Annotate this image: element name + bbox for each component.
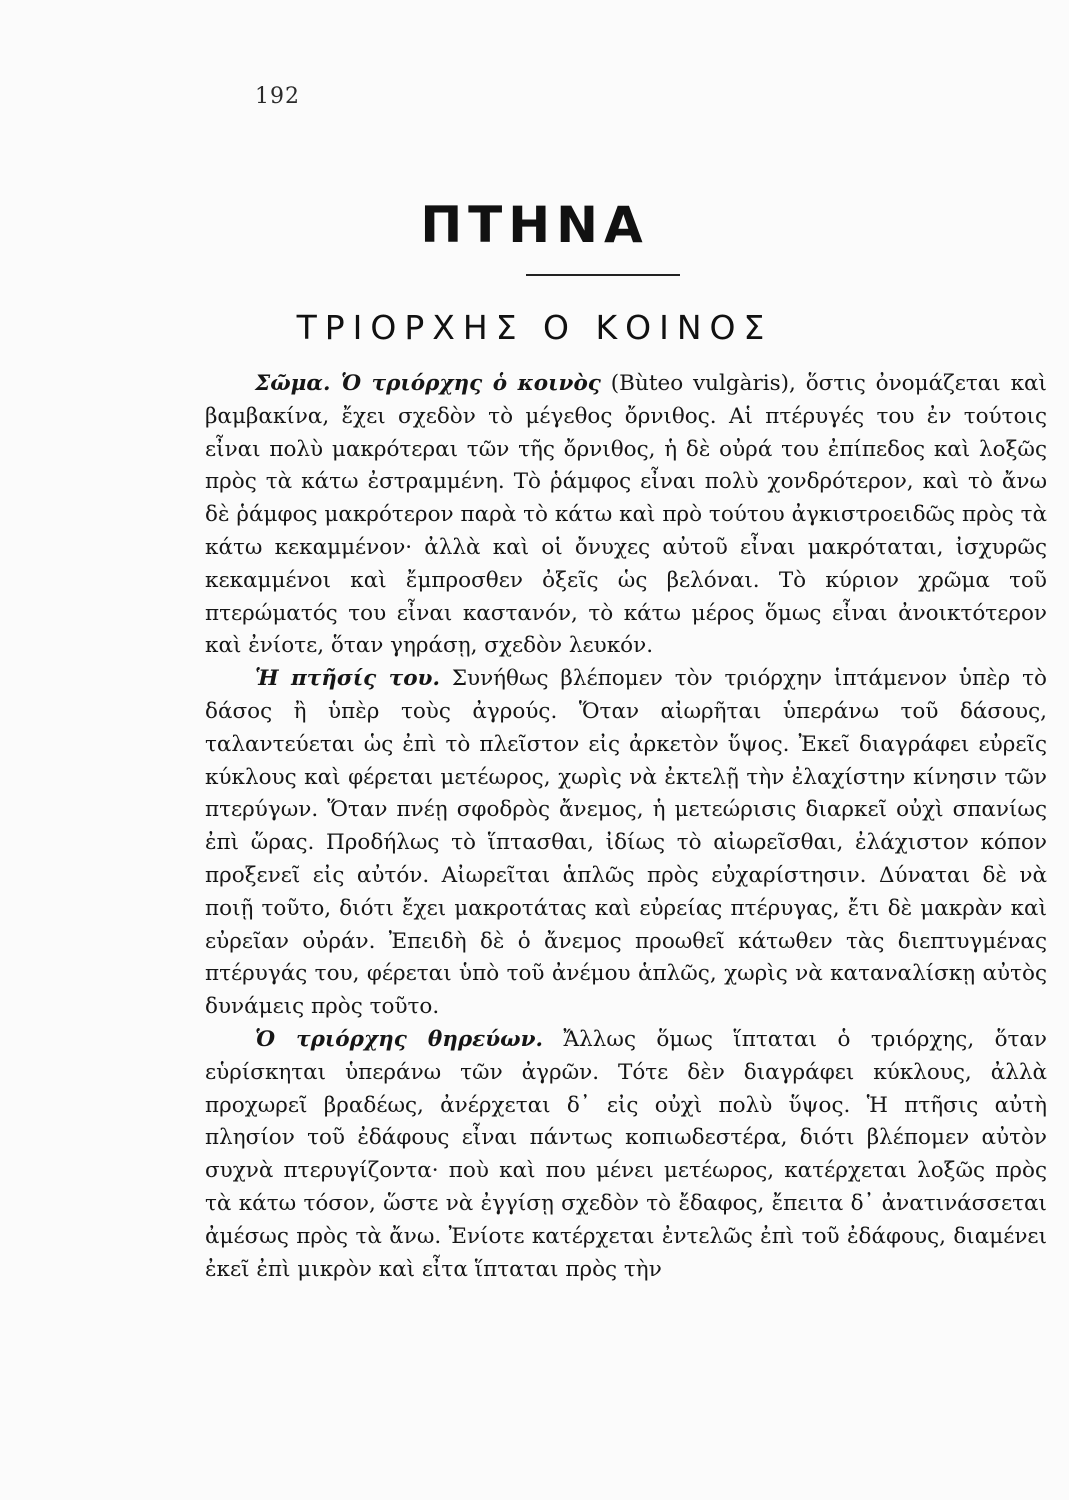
paragraph-body [205,368,1047,663]
section-title: ΠΤΗΝΑ [420,196,649,254]
paragraph-flight [205,663,1047,1024]
paragraph-lead: Σῶμα. Ὁ τριόρχης ὁ κοινὸς [255,371,601,396]
paragraph-text: Ἄλλως ὅμως ἵπταται ὁ τριόρχης, ὅταν εὑρίσκηται ὑπεράνω τῶν ἀγρῶν. Τότε δὲν διαγράφει κύκλους, ἀλλὰ προχωρεῖ βραδέως, ἀνέρχεται δ᾿ εἰς οὐχὶ πολὺ ὕψος. Ἡ πτῆσις αὐτὴ πλησίον τοῦ ἐδάφους εἶναι πάντως κοπιωδεστέρα, διότι βλέπομεν αὐτὸν συχνὰ πτερυγίζοντα· ποὺ καὶ που μένει μετέωρος, κατέρχεται λοξῶς πρὸς τὰ κάτω τόσον, ὥστε νὰ ἐγγίσῃ σχεδὸν τὸ ἔδαφος, ἔπειτα δ᾿ ἀνατινάσσεται ἀμέσως πρὸς τὰ ἄνω. Ἐνίοτε κατέρχεται ἐντελῶς ἐπὶ τοῦ ἐδάφους, διαμένει ἐκεῖ ἐπὶ μικρὸν καὶ εἶτα ἵπταται πρὸς τὴν [205,1026,1047,1282]
paragraph-hunting [205,1024,1047,1286]
article-heading: ΤΡΙΟΡΧΗΣ Ο ΚΟΙΝΟΣ [296,308,773,347]
paragraph-text: Συνήθως βλέπομεν τὸν τριόρχην ἱπτάμενον ὑπὲρ τὸ δάσος ἢ ὑπὲρ τοὺς ἀγρούς. Ὅταν αἰωρῆται ὑπεράνω τοῦ δάσους, ταλαντεύεται ὡς ἐπὶ τὸ πλεῖστον εἰς ἀρκετὸν ὕψος. Ἐκεῖ διαγράφει εὐρεῖς κύκλους καὶ φέρεται μετέωρος, χωρὶς νὰ ἐκτελῇ τὴν ἐλαχίστην κίνησιν τῶν πτερύγων. Ὅταν πνέῃ σφοδρὸς ἄνεμος, ἡ μετεώρισις διαρκεῖ οὐχὶ σπανίως ἐπὶ ὥρας. Προδήλως τὸ ἵπτασθαι, ἰδίως τὸ αἰωρεῖσθαι, ἐλάχιστον κόπον προξενεῖ εἰς αὐτόν. Αἰωρεῖται ἁπλῶς πρὸς εὐχαρίστησιν. Δύναται δὲ νὰ ποιῇ τοῦτο, διότι ἔχει μακροτάτας καὶ εὐρείας πτέρυγας, ἔτι δὲ μακρὰν καὶ εὐρεῖαν οὐράν. Ἐπειδὴ δὲ ὁ ἄνεμος προωθεῖ κάτωθεν τὰς διεπτυγμένας πτέρυγάς του, φέρεται ὑπὸ τοῦ ἀνέμου ἁπλῶς, χωρὶς νὰ καταναλίσκῃ αὐτὸς δυνάμεις πρὸς τοῦτο. [205,666,1047,1020]
title-divider [526,274,680,276]
paragraph-lead: Ἡ πτῆσίς του. [255,666,440,692]
page-number: 192 [255,84,300,109]
article-body [205,368,1047,1286]
paragraph-text: (Bùteo vulgàris), ὅστις ὀνομάζεται καὶ βαμβακίνα, ἔχει σχεδὸν τὸ μέγεθος ὄρνιθος. Αἱ πτέρυγές του ἐν τούτοις εἶναι πολὺ μακρότεραι τῶν τῆς ὄρνιθος, ἡ δὲ οὐρά του ἐπίπεδος καὶ λοξῶς πρὸς τὰ κάτω ἐστραμμένη. Τὸ ῥάμφος εἶναι πολὺ χονδρότερον, καὶ τὸ ἄνω δὲ ῥάμφος μακρότερον παρὰ τὸ κάτω καὶ πρὸ τούτου ἀγκιστροειδῶς πρὸς τὰ κάτω κεκαμμένον· ἀλλὰ καὶ οἱ ὄνυχες αὐτοῦ εἶναι μακρόταται, ἰσχυρῶς κεκαμμένοι καὶ ἔμπροσθεν ὀξεῖς ὡς βελόναι. Τὸ κύριον χρῶμα τοῦ πτερώματός του εἶναι καστανόν, τὸ κάτω μέρος ὅμως εἶναι ἀνοικτότερον καὶ ἐνίοτε, ὅταν γηράσῃ, σχεδὸν λευκόν. [205,371,1047,659]
paragraph-lead: Ὁ τριόρχης θηρεύων. [255,1026,543,1052]
